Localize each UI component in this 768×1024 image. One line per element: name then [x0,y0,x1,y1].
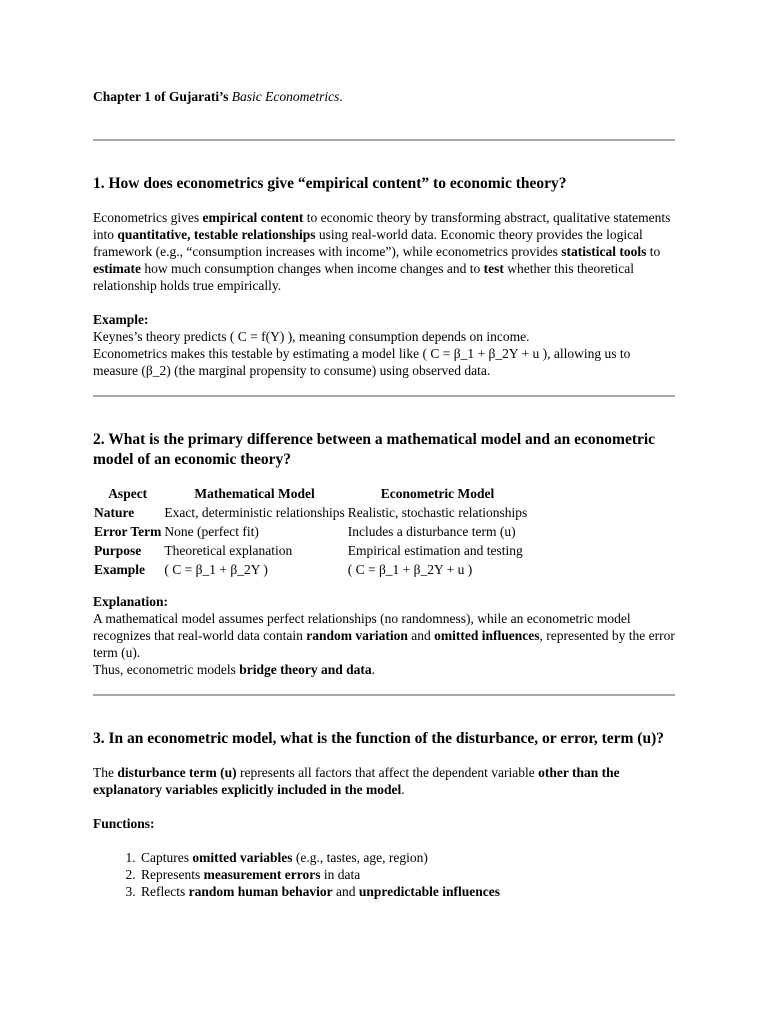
bold-run: omitted variables [192,850,293,865]
text-run: (e.g., tastes, age, region) [292,850,428,865]
example-block [93,311,675,379]
text-run: in data [320,867,361,882]
document-content [93,88,675,900]
table-cell: Exact, deterministic relationships [164,505,345,520]
table-row [93,503,529,522]
intro-line [93,88,675,105]
bold-run: statistical tools [561,244,647,259]
table-header-cell: Aspect [108,486,148,501]
text-run: Represents [141,867,204,882]
intro-prefix: Chapter 1 of Gujarati’s [93,89,232,104]
text-run: to [646,244,661,259]
bold-run: other than the explanatory variables explicitly included in the model [93,765,620,797]
example-label-text: Example: [93,312,149,327]
text-run: . [401,782,405,797]
bold-run: measurement errors [203,867,321,882]
question-2-heading: 2. What is the primary difference between a mathematical model and an econometric model of an economic theory? [93,431,656,468]
table-cell: ( C = β_1 + β_2Y + u ) [347,562,473,577]
table-row [93,560,529,579]
text-run: Econometrics gives [93,210,203,225]
question-3-heading: 3. In an econometric model, what is the function of the disturbance, or error, term (u)? [93,730,664,747]
bold-run: disturbance term (u) [117,765,237,780]
text-run: and [407,628,435,643]
table-cell: Includes a disturbance term (u) [347,524,516,539]
bold-run: random variation [306,628,408,643]
explanation-label-text: Explanation: [93,594,169,609]
bold-run: random human behavior [188,884,333,899]
bold-run: test [483,261,504,276]
bold-run: bridge theory and data [239,662,372,677]
explanation-block [93,593,675,678]
table-cell: Theoretical explanation [164,543,293,558]
book-title: Basic Econometrics [231,89,340,104]
bold-run: empirical content [202,210,304,225]
functions-list [93,849,675,900]
text-run: A mathematical model assumes perfect relationships (no randomness), while an econometric model recognizes that real-world data contain [93,611,631,643]
list-item [139,866,675,883]
text-run: represents all factors that affect the dependent variable [236,765,539,780]
section-divider [93,139,675,141]
table-row-header: Purpose [94,543,142,558]
section-divider [93,694,675,696]
question-1-heading: 1. How does econometrics give “empirical content” to economic theory? [93,175,567,192]
text-run: The [93,765,118,780]
intro-suffix: . [339,89,343,104]
table-row-header: Nature [94,505,135,520]
question-3-answer [93,764,675,798]
explanation-paragraph [93,610,675,661]
text-run: Captures [141,850,193,865]
text-run: how much consumption changes when income changes and to [140,261,484,276]
functions-label [93,815,675,832]
table-cell: Empirical estimation and testing [347,543,523,558]
bold-run: unpredictable influences [358,884,501,899]
table-header-cell: Econometric Model [380,486,495,501]
question-1-answer [93,209,675,294]
bold-run: estimate [93,261,141,276]
table-row-header: Error Term [94,524,162,539]
text-run: Thus, econometric models [93,662,240,677]
table-row [93,541,529,560]
text-run: , represented by the error term (u). [93,628,675,660]
table-header-cell: Mathematical Model [194,486,315,501]
functions-label-text: Functions: [93,816,155,831]
table-row-header: Example [94,562,146,577]
table-cell: Realistic, stochastic relationships [347,505,528,520]
table-cell: ( C = β_1 + β_2Y ) [164,562,268,577]
example-label [93,311,675,328]
text-run: to economic theory by transforming abstract, qualitative statements into [93,210,671,242]
explanation-label [93,593,675,610]
text-run: using real-world data. Economic theory provides the logical framework (e.g., “consumption increases with income”), while econometrics provides [93,227,643,259]
bold-run: omitted influences [434,628,540,643]
explanation-conclusion [93,661,675,678]
text-run: and [332,884,359,899]
table-cell: None (perfect fit) [164,524,259,539]
example-line: Keynes’s theory predicts ( C = f(Y) ), meaning consumption depends on income. [93,329,530,344]
comparison-table [93,484,529,579]
table-header-row [93,484,529,503]
text-run: whether this theoretical relationship holds true empirically. [93,261,634,293]
table-row [93,522,529,541]
list-item [139,883,675,900]
text-run: . [371,662,375,677]
text-run: Reflects [141,884,189,899]
bold-run: quantitative, testable relationships [117,227,316,242]
section-divider [93,395,675,397]
example-line: Econometrics makes this testable by estimating a model like ( C = β_1 + β_2Y + u ), allowing us to measure (β_2) (the marginal propensity to consume) using observed data. [93,346,631,378]
list-item [139,849,675,866]
